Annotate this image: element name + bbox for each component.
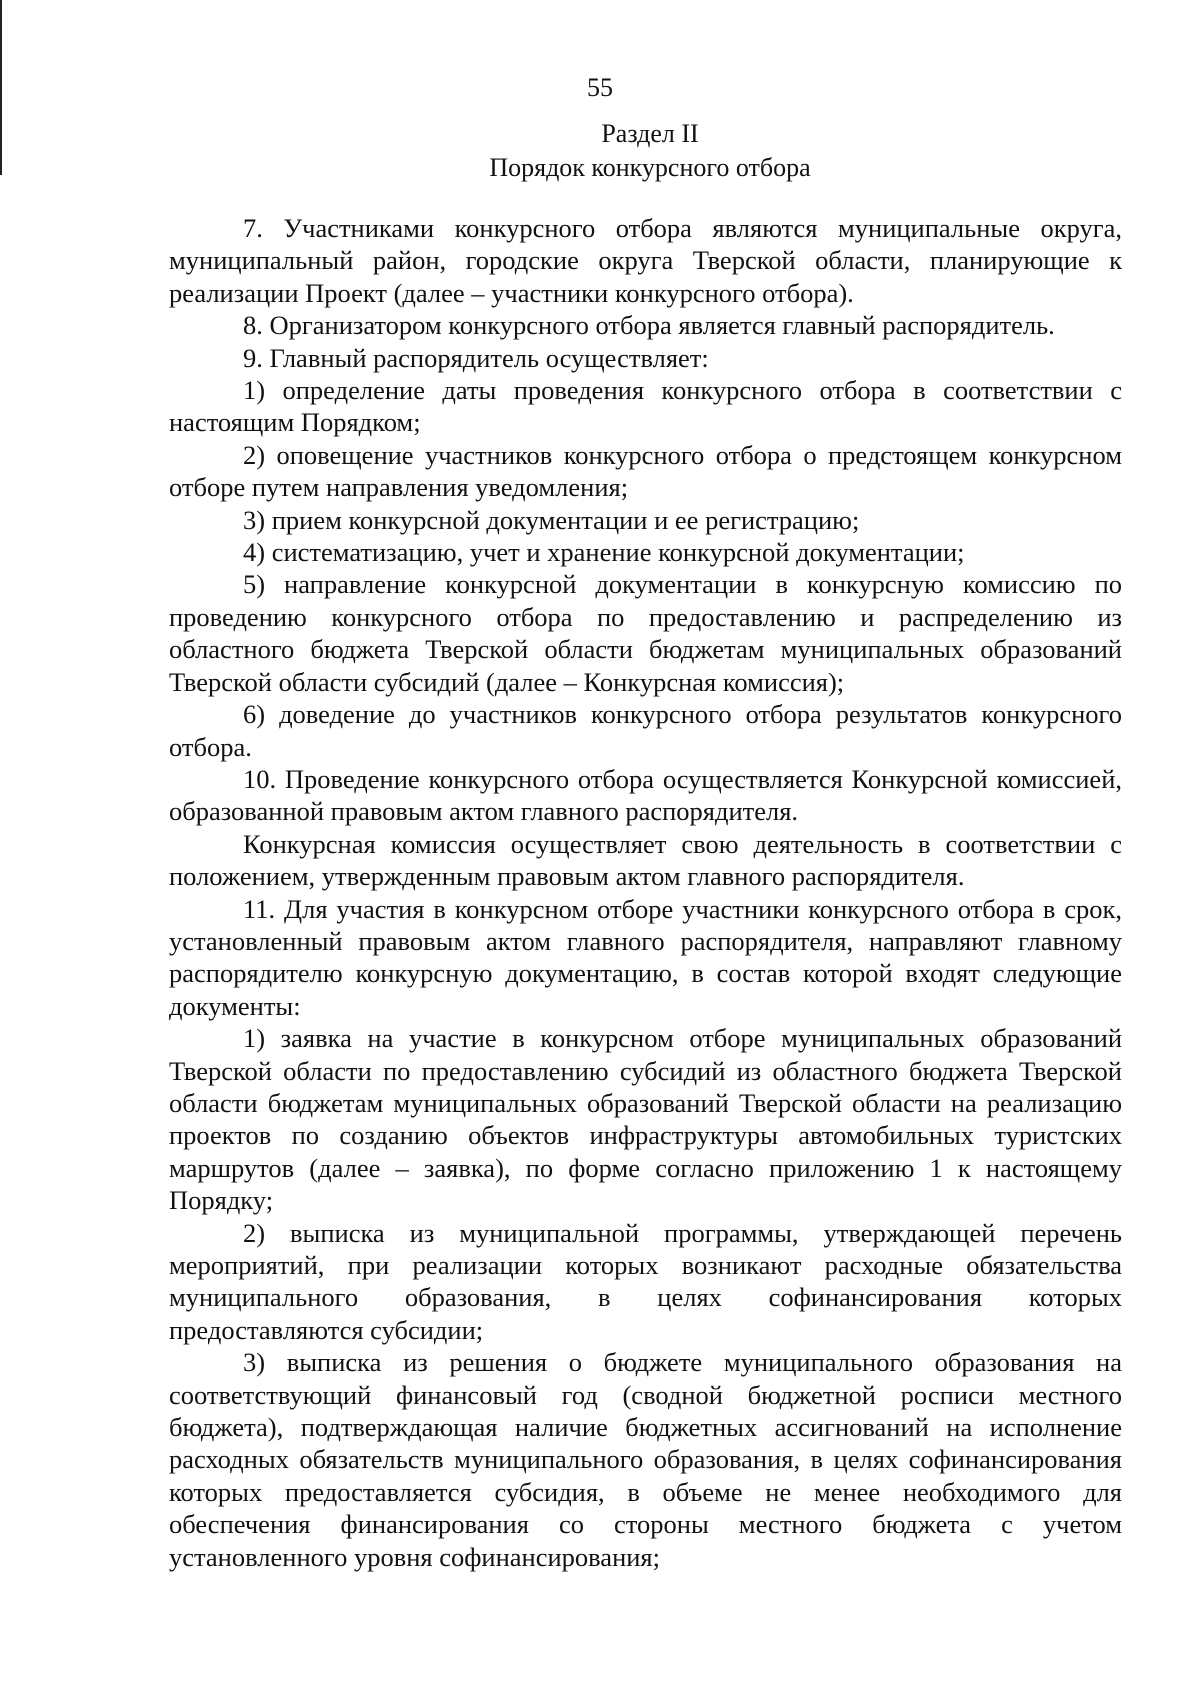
- paragraph: 10. Проведение конкурсного отбора осуществляется Конкурсной комиссией, образованной правовым актом главного распорядителя.: [169, 763, 1122, 827]
- section-subtitle: Порядок конкурсного отбора: [489, 153, 811, 182]
- paragraph: 5) направление конкурсной документации в конкурсную комиссию по проведению конкурсного отбора по предоставлению и распределению из областного бюджета Тверской области бюджетам муниципальных образований Тверской области субсидий (далее – Конкурсная комиссия);: [169, 569, 1122, 697]
- paragraph: 1) определение даты проведения конкурсного отбора в соответствии с настоящим Порядком;: [169, 375, 1122, 438]
- paragraph: 11. Для участия в конкурсном отборе участники конкурсного отбора в срок, установленный правовым актом главного распорядителя, направляют главному распорядителю конкурсную документацию, в состав которой входят следующие документы:: [169, 893, 1122, 1021]
- paragraph: 3) выписка из решения о бюджете муниципального образования на соответствующий финансовый год (сводной бюджетной росписи местного бюджета), подтверждающая наличие бюджетных ассигнований на исполнение расходных обязательств муниципального образования, в целях софинансирования которых предоставляется субсидия, в объеме не менее необходимого для обеспечения финансирования со стороны местного бюджета с учетом установленного уровня софинансирования;: [169, 1347, 1122, 1572]
- section-title: Раздел II: [601, 119, 699, 148]
- page-number: 55: [587, 73, 613, 102]
- paragraph: 4) систематизацию, учет и хранение конкурсной документации;: [243, 537, 965, 568]
- paragraph: 6) доведение до участников конкурсного отбора результатов конкурсного отбора.: [169, 699, 1122, 762]
- paragraph: 7. Участниками конкурсного отбора являются муниципальные округа, муниципальный район, городские округа Тверской области, планирующие к реализации Проект (далее – участники конкурсного отбора).: [169, 213, 1122, 308]
- paragraph: 1) заявка на участие в конкурсном отборе муниципальных образований Тверской области по предоставлению субсидий из областного бюджета Тверской области бюджетам муниципальных образований Тверской области на реализацию проектов по созданию объектов инфраструктуры автомобильных туристских маршрутов (далее – заявка), по форме согласно приложению 1 к настоящему Порядку;: [169, 1023, 1122, 1216]
- document-body: [169, 212, 1122, 1573]
- paragraph: 2) оповещение участников конкурсного отбора о предстоящем конкурсном отборе путем направления уведомления;: [169, 439, 1122, 503]
- paragraph: Конкурсная комиссия осуществляет свою деятельность в соответствии с положением, утвержденным правовым актом главного распорядителя.: [169, 828, 1122, 892]
- paragraph: 8. Организатором конкурсного отбора является главный распорядитель.: [243, 310, 1055, 341]
- paragraph: 9. Главный распорядитель осуществляет:: [243, 342, 709, 373]
- paragraph: 2) выписка из муниципальной программы, утверждающей перечень мероприятий, при реализации которых возникают расходные обязательства муниципального образования, в целях софинансирования которых предоставляются субсидии;: [169, 1217, 1122, 1345]
- paragraph: 3) прием конкурсной документации и ее регистрацию;: [243, 504, 860, 535]
